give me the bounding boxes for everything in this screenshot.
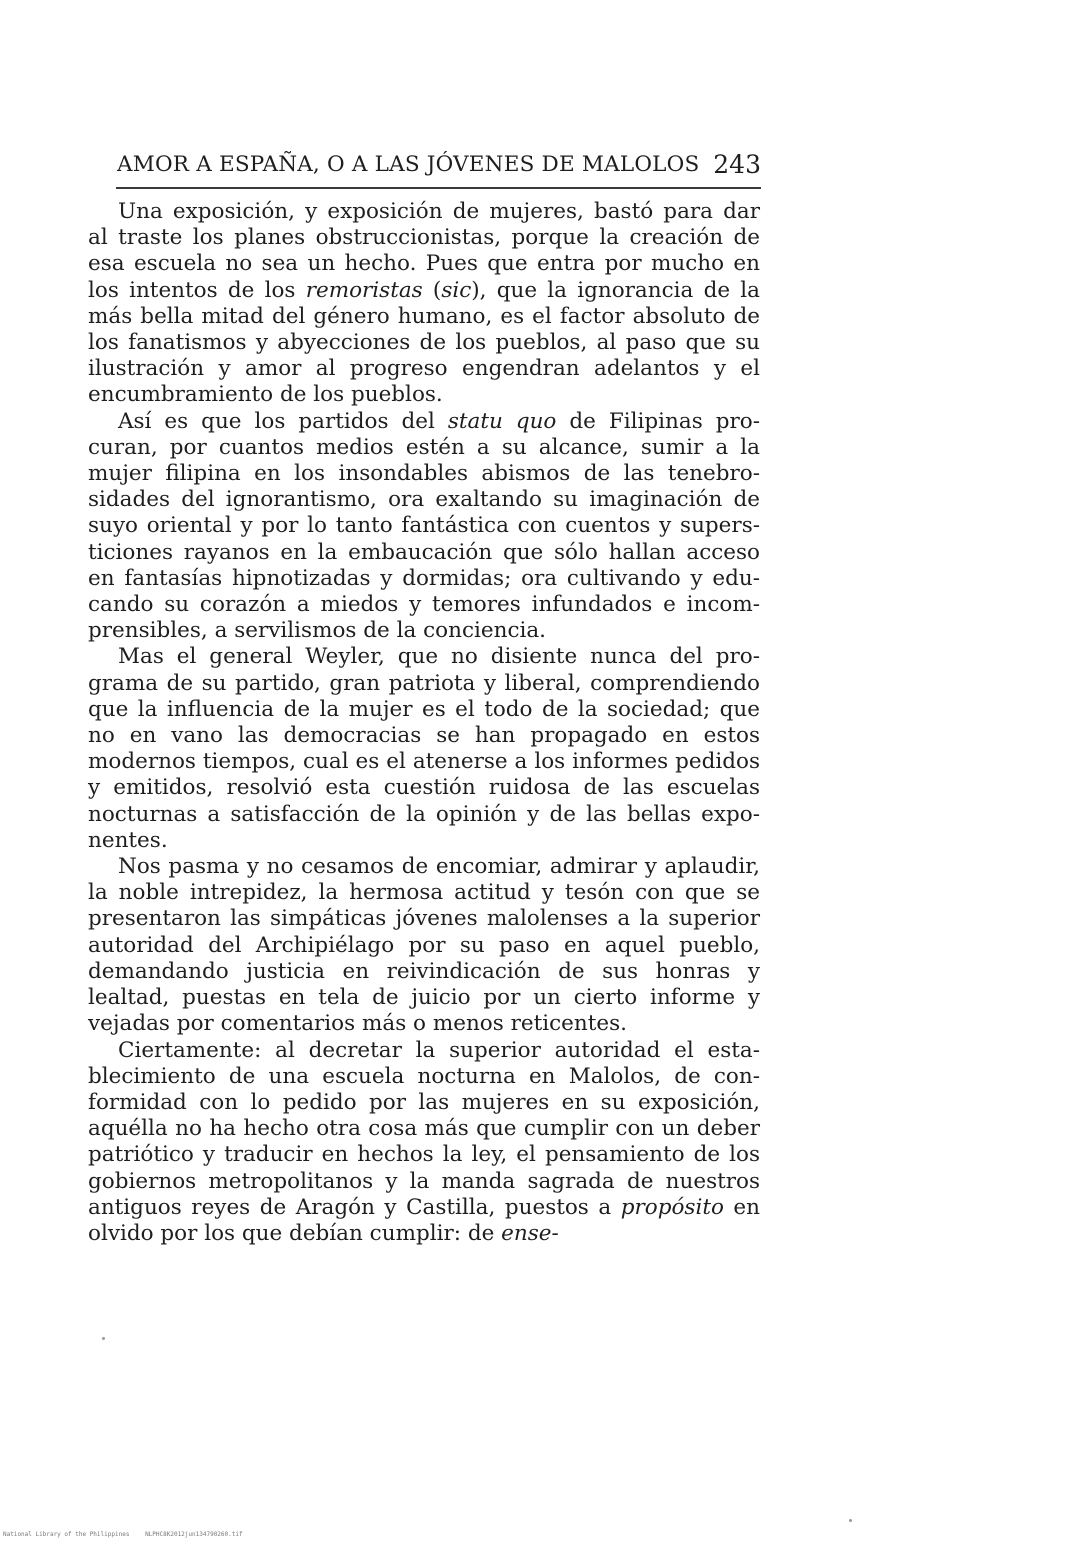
scan-footer — [3, 1531, 255, 1538]
scan-source: National Library of the Philippines — [3, 1531, 130, 1538]
italic-text: propósito — [620, 1194, 724, 1220]
text-run: Mas el general Weyler, que no disiente nunca del programa de su partido, gran patriota y liberal, comprendiendo que la influencia de la mujer es el todo de la sociedad; que no en vano las democracias se han propagado en estos modernos tiempos, cual es el atenerse a los informes pedidos y emitidos, resolvió esta cuestión ruidosa de las escuelas nocturnas a satisfacción de la opinión y de las bellas exponentes. — [88, 644, 760, 853]
scan-speck — [849, 1519, 852, 1522]
text-run: en olvido por los que debían cumplir: de — [88, 1194, 761, 1246]
paragraph — [88, 644, 760, 854]
italic-text: ense- — [501, 1220, 559, 1246]
text-run: ), que la ignorancia de la más bella mitad del género humano, es el factor absoluto de los fanatismos y abyecciones de los pueblos, al paso que su ilustración y amor al progreso engendran adelantos y el encumbramiento de los pueblos. — [88, 277, 760, 408]
italic-text: statu quo — [447, 408, 557, 434]
paragraph — [88, 199, 760, 409]
text-run: de Filipinas procuran, por cuantos medios estén a su alcance, sumir a la mujer filipina en los insondables abismos de las tenebrosidades del ignorantismo, ora exaltando su imaginación de suyo oriental y por lo tanto fantástica con cuentos y supersticiones rayanos en la embaucación que sólo hallan acceso en fantasías hipnotizadas y dormidas; ora cultivando y educando su corazón a miedos y temores infundados e incomprensibles, a servilismos de la conciencia. — [88, 408, 760, 644]
text-run: Nos pasma y no cesamos de encomiar, admirar y aplaudir, la noble intrepidez, la hermosa actitud y tesón con que se presentaron las simpáticas jóvenes malolenses a la superior autoridad del Archipiélago por su paso en aquel pueblo, demandando justicia en reivindicación de sus honras y lealtad, puestas en tela de juicio por un cierto informe y vejadas por comentarios más o menos reticentes. — [88, 854, 760, 1037]
text-run: Ciertamente: al decretar la superior autoridad el establecimiento de una escuela nocturna en Malolos, de conformidad con lo pedido por las mujeres en su exposición, aquélla no ha hecho otra cosa más que cumplir con un deber patriótico y traducir en hechos la ley, el pensamiento de los gobiernos metropolitanos y la manda sagrada de nuestros antiguos reyes de Aragón y Castilla, puestos a — [88, 1037, 760, 1220]
page-number: 243 — [713, 150, 761, 179]
italic-text: remoristas — [305, 277, 423, 303]
scan-filename: NLPHC8K2012jun134790260.tif — [145, 1531, 243, 1538]
paragraph — [88, 409, 760, 645]
header-rule — [116, 187, 761, 189]
scan-speck — [102, 1337, 105, 1340]
text-run: Así es que los partidos del — [118, 408, 448, 434]
paragraph — [88, 1038, 760, 1248]
page-header — [117, 148, 761, 184]
text-run: ( — [422, 277, 442, 303]
italic-text: sic — [441, 277, 472, 303]
running-title: AMOR A ESPAÑA, O A LAS JÓVENES DE MALOLOS — [117, 152, 700, 177]
text-run: Una exposición, y exposición de mujeres, bastó para dar al traste los planes obstruccionistas, porque la creación de esa escuela no sea un hecho. Pues que entra por mucho en los intentos de los — [88, 199, 760, 303]
body-text — [88, 199, 760, 1247]
paragraph — [88, 854, 760, 1037]
